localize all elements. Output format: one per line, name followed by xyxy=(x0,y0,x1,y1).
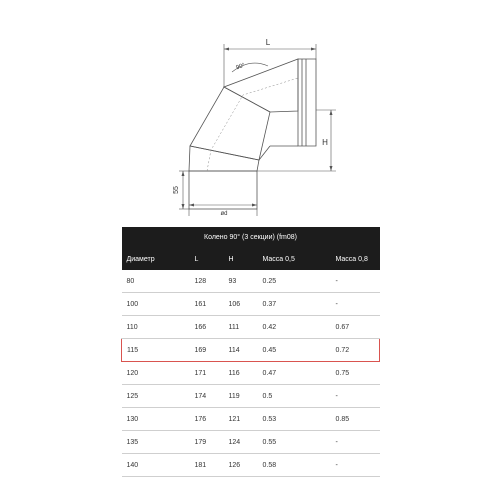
arrow xyxy=(330,110,333,115)
dim-angle-label: 90° xyxy=(235,62,246,72)
table-cell: 135 xyxy=(122,431,190,454)
table-cell: 140 xyxy=(122,454,190,477)
column-header: L xyxy=(190,248,224,270)
table-cell: 126 xyxy=(224,454,258,477)
table-cell: 0.42 xyxy=(258,316,331,339)
table-cell: 174 xyxy=(190,385,224,408)
lower-segment xyxy=(189,146,259,171)
table-title: Колено 90° (3 секции) (fm08) xyxy=(122,227,380,248)
table-cell: - xyxy=(331,431,380,454)
arrow xyxy=(182,171,185,176)
arrow xyxy=(224,48,229,51)
table-row xyxy=(122,293,380,316)
bottom-collar xyxy=(189,171,257,209)
table-cell: 0.45 xyxy=(258,339,331,362)
elbow-technical-drawing xyxy=(0,0,500,225)
table-cell: 0.85 xyxy=(331,408,380,431)
table-cell: 0.67 xyxy=(331,316,380,339)
table-cell: 114 xyxy=(224,339,258,362)
middle-segment xyxy=(190,87,270,160)
table-cell: 169 xyxy=(190,339,224,362)
table-row xyxy=(122,431,380,454)
table-cell: 121 xyxy=(224,408,258,431)
table-row xyxy=(122,362,380,385)
table-cell: 93 xyxy=(224,270,258,293)
table-cell: 179 xyxy=(190,431,224,454)
table-cell: 110 xyxy=(122,316,190,339)
table-cell: 176 xyxy=(190,408,224,431)
table-cell: - xyxy=(331,454,380,477)
table-cell: 119 xyxy=(224,385,258,408)
column-header: Диаметр xyxy=(122,248,190,270)
table-cell: 0.58 xyxy=(258,454,331,477)
column-header: Масса 0,5 xyxy=(258,248,331,270)
table-row xyxy=(122,316,380,339)
table-cell: 0.53 xyxy=(258,408,331,431)
table-cell: 0.72 xyxy=(331,339,380,362)
dim-length-label: L xyxy=(265,38,271,47)
table-cell: 181 xyxy=(190,454,224,477)
table-cell: 0.37 xyxy=(258,293,331,316)
table-cell: - xyxy=(331,385,380,408)
arrow xyxy=(311,48,316,51)
column-header: H xyxy=(224,248,258,270)
table-body xyxy=(122,270,380,477)
table-cell: 0.55 xyxy=(258,431,331,454)
table-cell: 130 xyxy=(122,408,190,431)
table-cell: - xyxy=(331,270,380,293)
outlet-collar xyxy=(298,59,316,146)
dim-collar-label: 55 xyxy=(173,186,180,194)
table-cell: 128 xyxy=(190,270,224,293)
table-title-row xyxy=(122,227,380,248)
arrow xyxy=(182,204,185,209)
table-cell: 115 xyxy=(122,339,190,362)
column-header: Масса 0,8 xyxy=(331,248,380,270)
table-cell: 0.75 xyxy=(331,362,380,385)
table-row xyxy=(122,408,380,431)
spec-table xyxy=(121,227,380,477)
table-cell: 125 xyxy=(122,385,190,408)
table-cell: 80 xyxy=(122,270,190,293)
arrow xyxy=(189,204,194,207)
arrow xyxy=(330,166,333,171)
table-cell: 0.5 xyxy=(258,385,331,408)
table-row xyxy=(122,270,380,293)
table-cell: - xyxy=(331,293,380,316)
table-cell: 0.47 xyxy=(258,362,331,385)
table-header-row xyxy=(122,248,380,270)
table-cell: 0.25 xyxy=(258,270,331,293)
table-cell: 161 xyxy=(190,293,224,316)
table-cell: 106 xyxy=(224,293,258,316)
table-cell: 116 xyxy=(224,362,258,385)
table-cell: 171 xyxy=(190,362,224,385)
arrow xyxy=(252,204,257,207)
dim-height-label: H xyxy=(322,138,328,147)
table-cell: 166 xyxy=(190,316,224,339)
inner-contour xyxy=(207,78,298,171)
dim-diameter-label: ød xyxy=(220,211,228,217)
table-row xyxy=(122,385,380,408)
table-row-highlighted xyxy=(122,339,380,362)
table-cell: 120 xyxy=(122,362,190,385)
table-cell: 111 xyxy=(224,316,258,339)
table-cell: 124 xyxy=(224,431,258,454)
table-row xyxy=(122,454,380,477)
table-cell: 100 xyxy=(122,293,190,316)
